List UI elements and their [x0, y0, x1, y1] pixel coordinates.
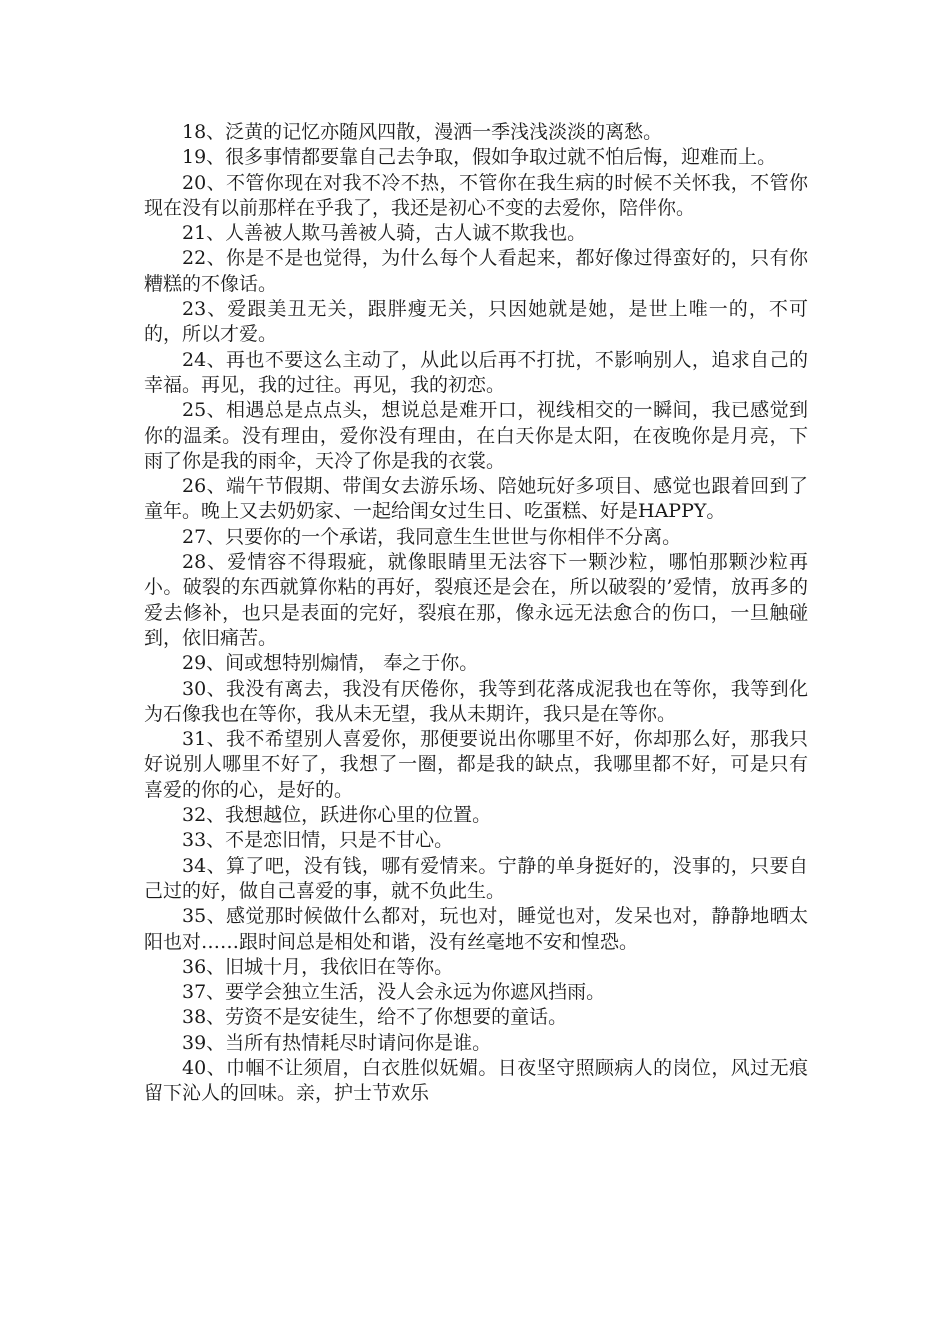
paragraph-25: 25、相遇总是点点头，想说总是难开口，视线相交的一瞬间，我已感觉到你的温柔。没有理由，爱你没有理由，在白天你是太阳，在夜晚你是月亮，下雨了你是我的雨伞，天冷了你是我的衣裳。 — [144, 399, 808, 472]
paragraph-32: 32、我想越位，跃进你心里的位置。 — [182, 804, 492, 827]
paragraph-18: 18、泛黄的记忆亦随风四散，漫洒一季浅浅淡淡的离愁。 — [182, 121, 663, 143]
paragraph-40: 40、巾帼不让须眉，白衣胜似妩媚。日夜坚守照顾病人的岗位，风过无痕留下沁人的回味。亲，护士节欢乐 — [144, 1056, 808, 1105]
paragraph-24: 24、再也不要这么主动了，从此以后再不打扰，不影响别人，追求自己的幸福。再见，我的过往。再见，我的初恋。 — [144, 348, 808, 396]
paragraph-28: 28、爱情容不得瑕疵，就像眼睛里无法容下一颗沙粒，哪怕那颗沙粒再小。破裂的东西就算你粘的再好，裂痕还是会在，所以破裂的’爱情，放再多的爱去修补，也只是表面的完好，裂痕在那，像永远无法愈合的伤口，一旦触碰到，依旧痛苦。 — [144, 551, 808, 649]
paragraph-22: 22、你是不是也觉得，为什么每个人看起来，都好像过得蛮好的，只有你糟糕的不像话。 — [144, 247, 808, 295]
document-body — [144, 120, 808, 1107]
paragraph-38: 38、劳资不是安徒生，给不了你想要的童话。 — [182, 1006, 568, 1029]
paragraph-27: 27、只要你的一个承诺，我同意生生世世与你相伴不分离。 — [182, 525, 682, 548]
paragraph-23: 23、爱跟美丑无关，跟胖瘦无关，只因她就是她，是世上唯一的，不可的，所以才爱。 — [144, 298, 808, 346]
paragraph-19: 19、很多事情都要靠自己去争取，假如争取过就不怕后悔，迎难而上。 — [182, 146, 777, 169]
paragraph-20: 20、不管你现在对我不冷不热，不管你在我生病的时候不关怀我，不管你现在没有以前那样在乎我了，我还是初心不变的去爱你，陪伴你。 — [144, 171, 808, 219]
paragraph-35: 35、感觉那时候做什么都对，玩也对，睡觉也对，发呆也对，静静地晒太阳也对……跟时间总是相处和谐，没有丝毫地不安和惶恐。 — [144, 905, 808, 953]
paragraph-34: 34、算了吧，没有钱，哪有爱情来。宁静的单身挺好的，没事的，只要自己过的好，做自己喜爱的事，就不负此生。 — [144, 854, 808, 902]
paragraph-31: 31、我不希望别人喜爱你，那便要说出你哪里不好，你却那么好，那我只好说别人哪里不好了，我想了一圈，都是我的缺点，我哪里都不好，可是只有喜爱的你的心，是好的。 — [144, 728, 808, 801]
paragraph-37: 37、要学会独立生活，没人会永远为你遮风挡雨。 — [182, 981, 606, 1004]
paragraph-29: 29、间或想特别煽情， 奉之于你。 — [182, 652, 479, 675]
paragraph-26: 26、端午节假期、带闺女去游乐场、陪她玩好多项目、感觉也跟着回到了童年。晚上又去奶奶家、一起给闺女过生日、吃蛋糕、好是HAPPY。 — [144, 475, 808, 523]
paragraph-33: 33、不是恋旧情，只是不甘心。 — [182, 829, 454, 852]
paragraph-30: 30、我没有离去，我没有厌倦你，我等到花落成泥我也在等你，我等到化为石像我也在等你，我从未无望，我从未期许，我只是在等你。 — [144, 677, 808, 725]
paragraph-39: 39、当所有热情耗尽时请问你是谁。 — [182, 1031, 492, 1054]
paragraph-21: 21、人善被人欺马善被人骑，古人诚不欺我也。 — [182, 222, 587, 245]
paragraph-36: 36、旧城十月，我依旧在等你。 — [182, 955, 454, 978]
